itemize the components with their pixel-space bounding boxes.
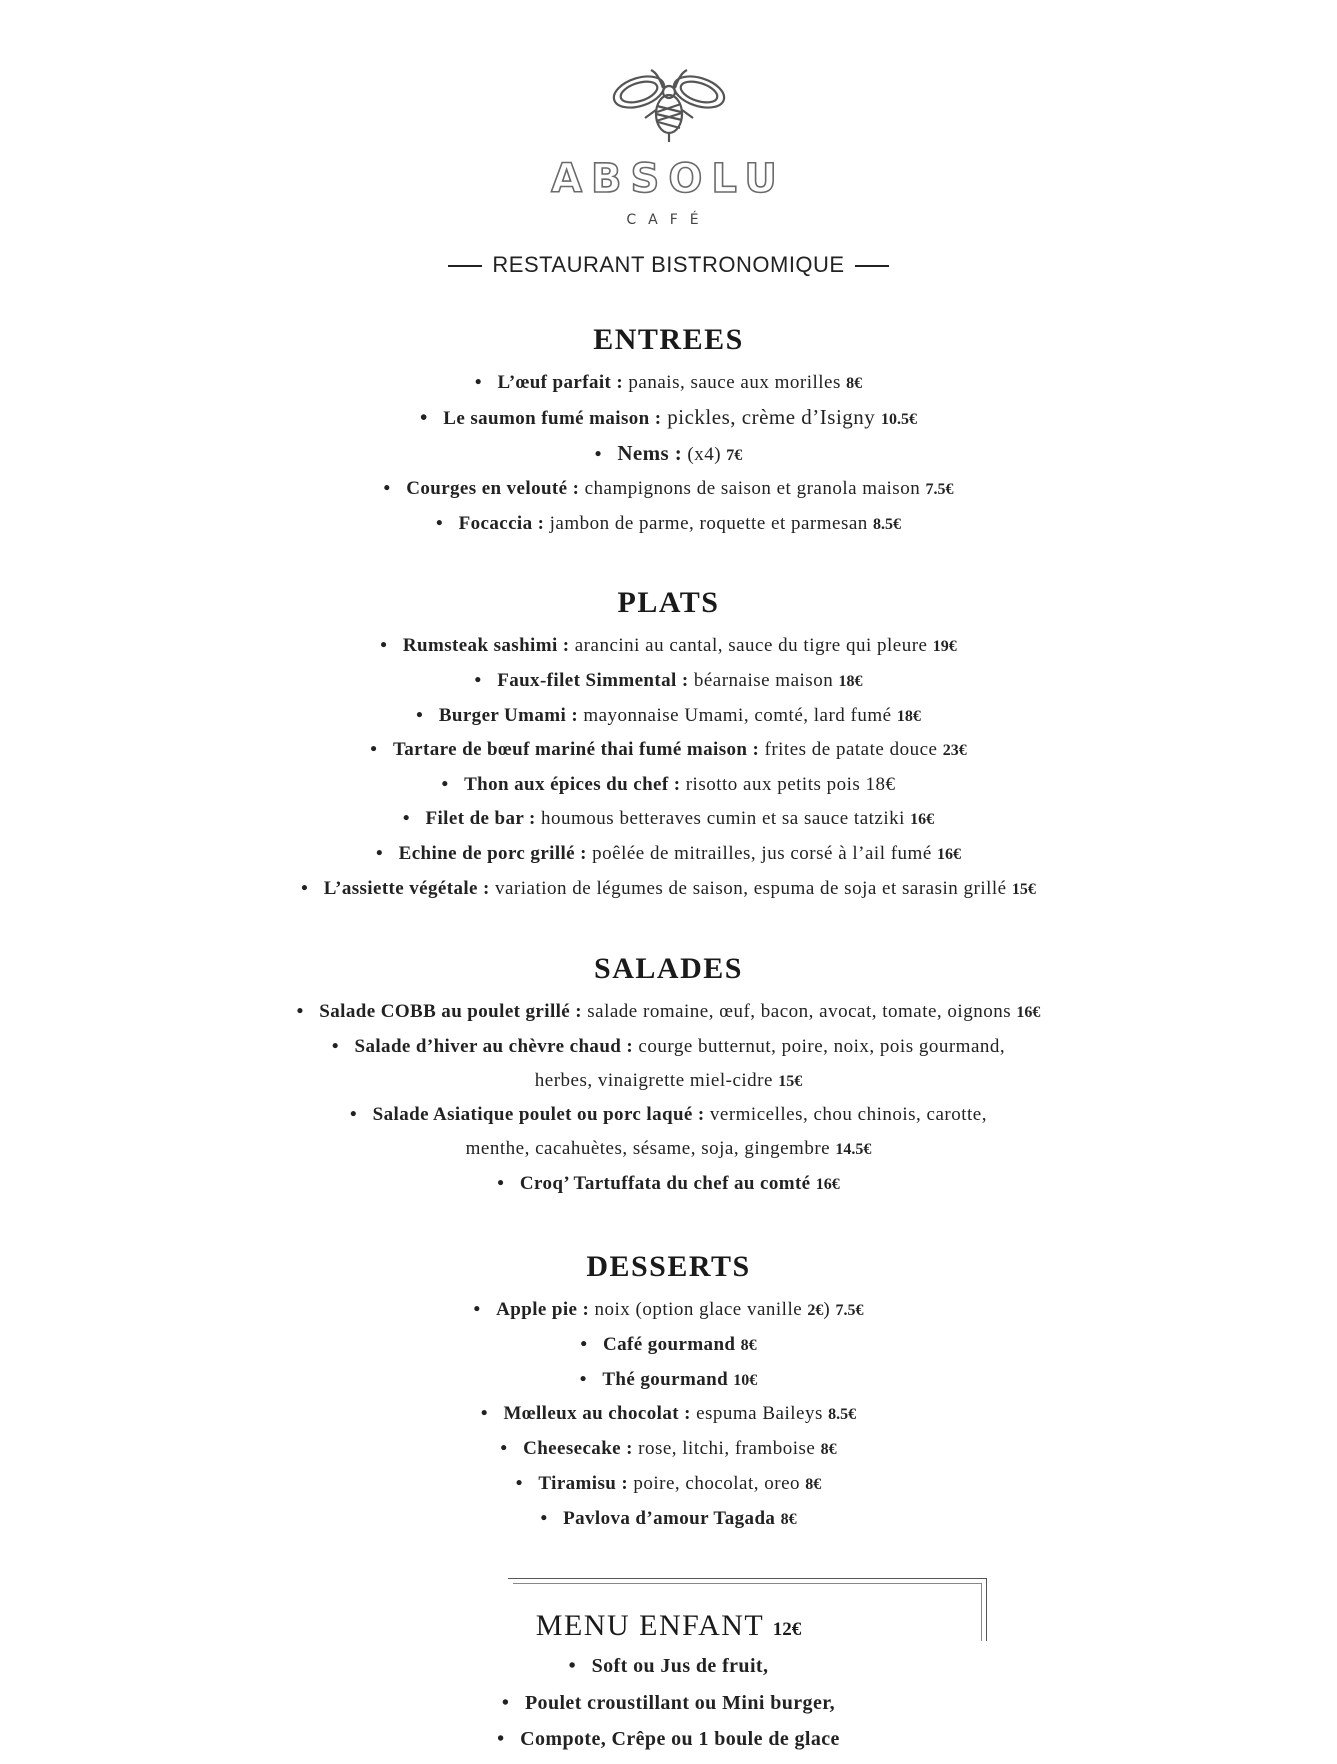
bullet-icon: • [383, 478, 391, 500]
item-description: herbes, vinaigrette miel-cidre [534, 1069, 779, 1091]
bullet-icon: • [331, 1035, 339, 1057]
tagline-dash-left [448, 265, 482, 267]
section-title: DESSERTS [586, 1250, 751, 1283]
bullet-icon: • [515, 1472, 523, 1494]
bullet-icon: • [594, 443, 602, 465]
item-price: 16€ [937, 845, 962, 863]
menu-item [0, 837, 1337, 872]
menu-item [0, 1685, 1337, 1722]
item-description: mayonnaise Umami, comté, lard fumé [578, 704, 897, 726]
item-name: Cheesecake : [523, 1438, 633, 1460]
item-price: 14.5€ [835, 1141, 872, 1159]
item-name: Tartare de bœuf mariné thai fumé maison : [392, 739, 760, 761]
item-price: 7.5€ [835, 1302, 864, 1319]
tagline [0, 252, 1337, 278]
item-description: frites de patate douce [759, 739, 943, 761]
menu-item [0, 401, 1337, 437]
item-price: 15€ [1011, 880, 1036, 898]
menu-item [0, 1432, 1337, 1467]
item-price: 8€ [780, 1510, 797, 1528]
item-name: Thon aux épices du chef : [464, 774, 681, 796]
bullet-icon: • [474, 372, 482, 393]
bullet-icon: • [441, 774, 449, 796]
section-salades [0, 947, 1337, 1202]
menu-item [0, 472, 1337, 507]
item-price: 18€ [838, 672, 863, 690]
bullet-icon: • [497, 1728, 505, 1750]
item-price: 8€ [846, 375, 863, 392]
bullet-icon: • [296, 1001, 304, 1022]
item-name: Salade Asiatique poulet ou porc laqué : [372, 1104, 705, 1126]
item-description: jambon de parme, roquette et parmesan [544, 513, 874, 535]
item-description-continued [0, 1132, 1337, 1167]
tagline-dash-right [855, 265, 889, 267]
section-title: ENTREES [593, 323, 744, 356]
menu-item [0, 995, 1337, 1030]
bullet-icon: • [540, 1507, 548, 1529]
item-description: vermicelles, chou chinois, carotte, [704, 1104, 987, 1126]
item-price: 8.5€ [828, 1406, 857, 1424]
item-price: 7€ [726, 446, 743, 464]
bullet-icon: • [301, 877, 308, 899]
item-name: Pavlova d’amour Tagada [563, 1507, 776, 1529]
item-name: Tiramisu : [538, 1472, 629, 1494]
item-price: 8€ [805, 1475, 822, 1493]
menu-item [0, 1397, 1337, 1432]
item-price: 2€ [807, 1302, 824, 1319]
item-price: 8€ [740, 1336, 757, 1354]
item-name: Soft ou Jus de fruit, [591, 1655, 769, 1677]
bullet-icon: • [370, 739, 377, 761]
menu-item [0, 733, 1337, 768]
menu-item [0, 437, 1337, 473]
item-price: 7.5€ [925, 481, 954, 499]
section-desserts [0, 1245, 1337, 1537]
item-description: espuma Baileys [690, 1403, 829, 1425]
menu-item [0, 1293, 1337, 1328]
brand-name: ABSOLU [551, 156, 786, 202]
item-price: 18€ [896, 707, 921, 725]
salades-list [0, 995, 1337, 1202]
menu-item [0, 768, 1337, 802]
item-name: Salade d’hiver au chèvre chaud : [354, 1035, 634, 1057]
bullet-icon: • [501, 1691, 509, 1714]
brand-subtitle: CAFÉ [626, 212, 711, 228]
section-title: MENU ENFANT [535, 1609, 764, 1642]
menu-item [0, 664, 1337, 699]
bullet-icon: • [480, 1403, 488, 1425]
item-name: Poulet croustillant ou Mini burger, [524, 1691, 836, 1714]
menu-item [0, 1098, 1337, 1167]
item-name: Salade COBB au poulet grillé : [319, 1001, 583, 1022]
section-plats [0, 581, 1337, 906]
plats-list [0, 629, 1337, 906]
bullet-icon: • [350, 1104, 357, 1126]
desserts-list [0, 1293, 1337, 1537]
item-description: pickles, crème d’Isigny [661, 404, 882, 429]
bullet-icon: • [580, 1333, 587, 1355]
bullet-icon: • [435, 513, 443, 535]
item-description: variation de légumes de saison, espuma de soja et sarasin grillé [489, 877, 1012, 899]
menu-item [0, 629, 1337, 664]
item-price: 16€ [1016, 1004, 1041, 1021]
item-description: salade romaine, œuf, bacon, avocat, tomate, oignons [582, 1001, 1017, 1022]
kids-list [0, 1648, 1337, 1758]
item-description: arancini au cantal, sauce du tigre qui pleure [569, 635, 933, 656]
menu-item [0, 1167, 1337, 1202]
item-name: Faux-filet Simmental : [497, 669, 689, 691]
item-description: béarnaise maison [688, 669, 839, 691]
item-name: Echine de porc grillé : [398, 842, 587, 864]
bullet-icon: • [579, 1368, 587, 1390]
menu-item [0, 1328, 1337, 1363]
item-name: Compote, Crêpe ou 1 boule de glace [520, 1728, 840, 1750]
section-title: SALADES [594, 952, 743, 985]
item-name: Thé gourmand [602, 1368, 729, 1390]
bullet-icon: • [497, 1172, 504, 1194]
menu-item [0, 1502, 1337, 1537]
item-name: Croq’ Tartuffata du chef au comté [519, 1172, 811, 1194]
menu-item [0, 507, 1337, 542]
item-name: Filet de bar : [425, 807, 536, 829]
menu-item [0, 1467, 1337, 1502]
item-description: courge butternut, poire, noix, pois gourmand, [633, 1035, 1006, 1057]
item-name: Café gourmand [603, 1333, 736, 1355]
item-description: rose, litchi, framboise [632, 1438, 821, 1460]
menu-item [0, 699, 1337, 734]
bullet-icon: • [416, 704, 423, 726]
item-description: (x4) [682, 443, 727, 465]
item-name: Apple pie : [496, 1299, 590, 1320]
bullet-icon: • [474, 669, 482, 691]
kids-title-row [0, 1604, 1337, 1648]
menu-item [0, 366, 1337, 401]
item-price: 16€ [910, 810, 935, 828]
logo [0, 66, 1337, 146]
item-description: risotto aux petits pois 18€ [680, 774, 896, 796]
menu-item [0, 1648, 1337, 1685]
item-price: 8€ [820, 1441, 837, 1459]
item-price: 19€ [932, 638, 957, 655]
tagline-text: RESTAURANT BISTRONOMIQUE [492, 252, 845, 277]
menu-item [0, 1030, 1337, 1099]
item-name: Courges en velouté : [406, 478, 580, 500]
item-price: 23€ [942, 742, 967, 760]
item-description: poire, chocolat, oreo [628, 1472, 806, 1494]
item-name: Mœlleux au chocolat : [503, 1403, 691, 1425]
item-description: panais, sauce aux morilles [623, 372, 847, 393]
bullet-icon: • [375, 842, 383, 864]
item-price: 10.5€ [881, 410, 918, 428]
entrees-list [0, 366, 1337, 542]
menu-item [0, 872, 1337, 907]
section-entrees [0, 318, 1337, 542]
item-name: Burger Umami : [438, 704, 579, 726]
item-name: Rumsteak sashimi : [402, 635, 570, 656]
item-description: houmous betteraves cumin et sa sauce tatziki [535, 807, 911, 829]
menu-item [0, 1721, 1337, 1758]
item-price: 15€ [778, 1072, 803, 1090]
bullet-icon: • [500, 1438, 508, 1460]
bullet-icon: • [402, 807, 410, 829]
item-description: ) [823, 1299, 836, 1320]
kids-menu-price: 12€ [772, 1619, 802, 1640]
section-kids-menu [0, 1604, 1337, 1758]
item-description-continued [0, 1064, 1337, 1099]
item-name: L’œuf parfait : [497, 372, 624, 393]
menu-item [0, 1363, 1337, 1398]
item-price: 16€ [815, 1175, 840, 1193]
item-name: Nems : [617, 440, 683, 465]
section-title: PLATS [617, 586, 720, 619]
menu-item [0, 802, 1337, 837]
item-price: 10€ [733, 1371, 758, 1389]
item-price: 8.5€ [873, 516, 902, 534]
bullet-icon: • [380, 635, 387, 656]
bee-emblem-icon [609, 66, 729, 146]
bullet-icon: • [419, 404, 428, 429]
bullet-icon: • [473, 1299, 481, 1320]
item-description: champignons de saison et granola maison [579, 478, 926, 500]
item-description: poêlée de mitrailles, jus corsé à l’ail fumé [586, 842, 938, 864]
item-name: Focaccia : [458, 513, 545, 535]
item-name: Le saumon fumé maison : [443, 407, 662, 429]
item-name: L’assiette végétale : [323, 877, 490, 899]
item-description: menthe, cacahuètes, sésame, soja, gingembre [465, 1138, 836, 1160]
item-description: noix (option glace vanille [589, 1299, 808, 1320]
bullet-icon: • [568, 1655, 576, 1677]
